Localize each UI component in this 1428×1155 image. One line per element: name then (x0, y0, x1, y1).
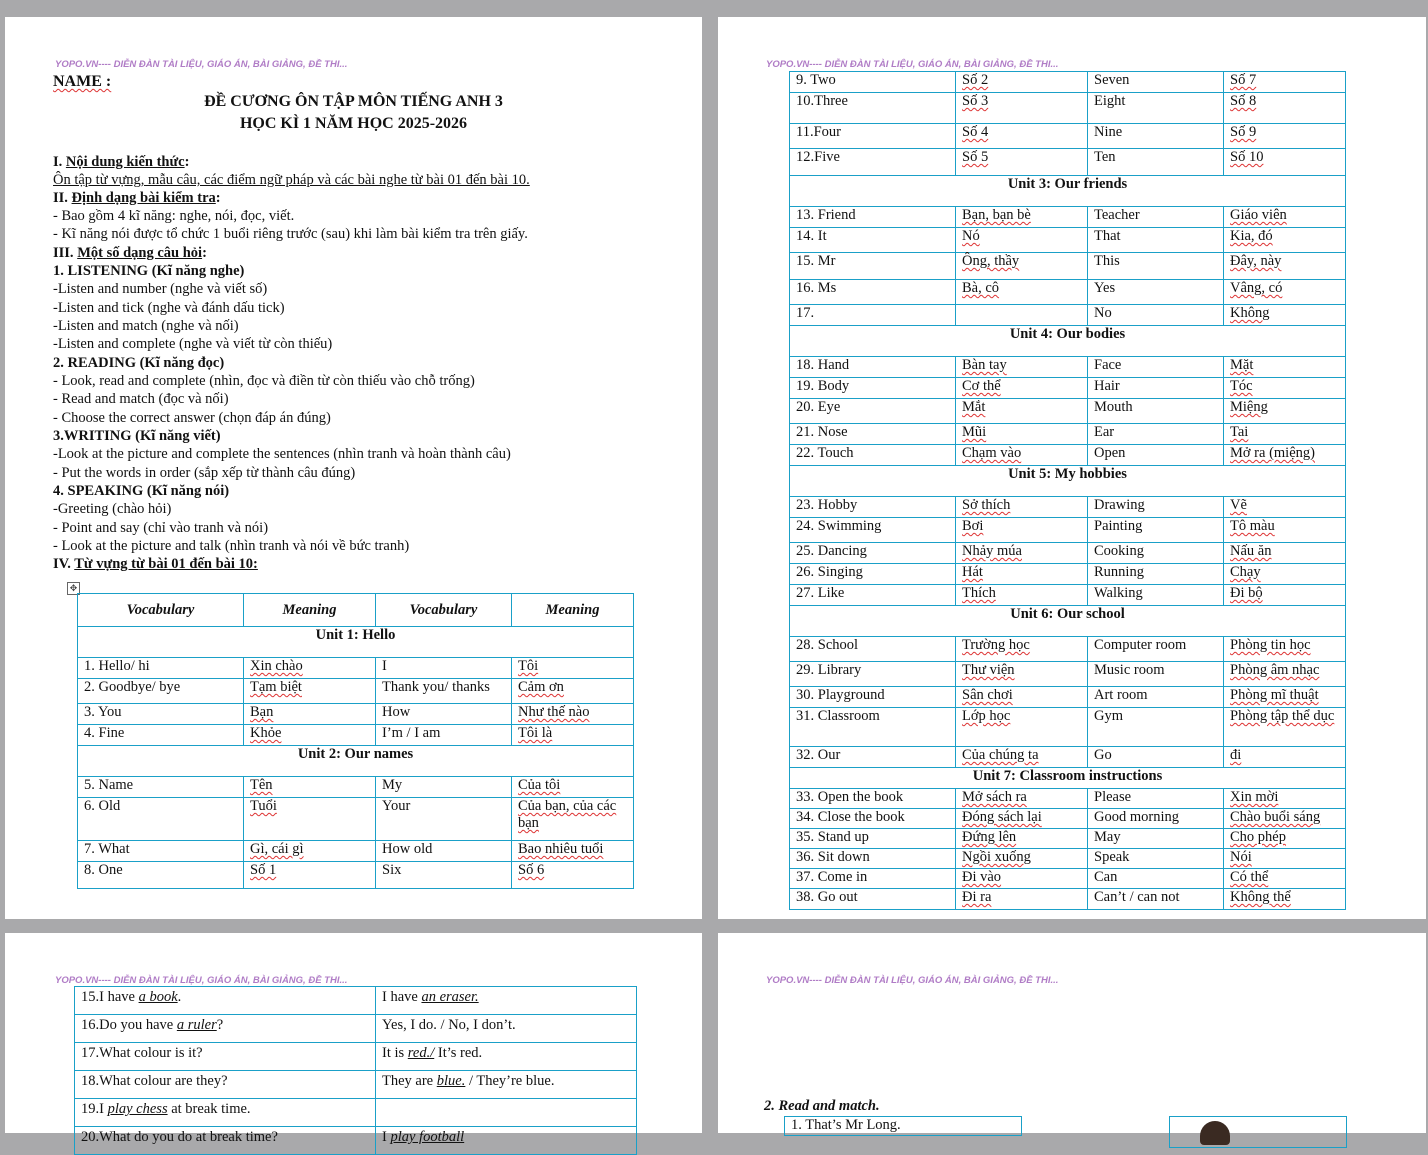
meaning-cell: Phòng tập thể dục (1224, 708, 1346, 747)
reading-item: - Choose the correct answer (chọn đáp án đúng) (53, 410, 331, 426)
meaning-cell: Vâng, có (1224, 280, 1346, 305)
vocabulary-cell: 22. Touch (790, 445, 956, 466)
meaning-cell: Sân chơi (956, 687, 1088, 708)
vocabulary-cell: 15. Mr (790, 253, 956, 280)
meaning-cell: Tạm biệt (244, 679, 376, 704)
meaning-cell: Cho phép (1224, 829, 1346, 849)
meaning-cell: Số 7 (1224, 72, 1346, 93)
speaking-item: - Look at the picture and talk (nhìn tranh và nói về bức tranh) (53, 538, 410, 554)
vocabulary-cell: 14. It (790, 228, 956, 253)
table-move-handle-icon[interactable]: ✥ (67, 582, 80, 595)
table-row (790, 662, 1346, 687)
meaning-cell: Tóc (1224, 378, 1346, 399)
meaning-cell: Bơi (956, 518, 1088, 543)
table-row (790, 497, 1346, 518)
meaning-cell: Phòng âm nhạc (1224, 662, 1346, 687)
vocabulary-cell: Ear (1088, 424, 1224, 445)
match-table (784, 1116, 1022, 1136)
speaking-item: - Point and say (chỉ vào tranh và nói) (53, 520, 269, 536)
vocabulary-cell: No (1088, 305, 1224, 326)
vocabulary-cell: 29. Library (790, 662, 956, 687)
doc-subtitle: HỌC KÌ 1 NĂM HỌC 2025-2026 (239, 115, 468, 132)
section-1-text: Ôn tập từ vựng, mẫu câu, các điểm ngữ pháp và các bài nghe từ bài 01 đến bài 10. (53, 172, 530, 188)
meaning-cell: Mặt (1224, 357, 1346, 378)
vocabulary-cell: 10.Three (790, 93, 956, 124)
answer-cell: Yes, I do. / No, I don’t. (376, 1015, 637, 1043)
meaning-cell: Tôi là (512, 725, 634, 746)
vocabulary-cell: Can’t / can not (1088, 889, 1224, 910)
meaning-cell: Bao nhiêu tuổi (512, 841, 634, 862)
reading-item: - Read and match (đọc và nối) (53, 391, 229, 407)
name-label: NAME : (53, 73, 112, 90)
table-row (75, 1015, 637, 1043)
meaning-cell: Tô màu (1224, 518, 1346, 543)
vocabulary-cell: Teacher (1088, 207, 1224, 228)
watermark-header: YOPO.VN---- DIỄN ĐÀN TÀI LIỆU, GIÁO ÁN, BÀI GIẢNG, ĐỀ THI... (55, 59, 348, 70)
section-2-heading: II. Định dạng bài kiểm tra: (53, 190, 221, 206)
unit-title: Unit 2: Our names (78, 746, 634, 777)
vocabulary-cell: Gym (1088, 708, 1224, 747)
vocabulary-cell: 17. (790, 305, 956, 326)
meaning-cell: Ngồi xuống (956, 849, 1088, 869)
meaning-cell: Số 9 (1224, 124, 1346, 149)
meaning-cell: Xin chào (244, 658, 376, 679)
meaning-cell: Nó (956, 228, 1088, 253)
question-cell: 19.I play chess at break time. (75, 1099, 376, 1127)
question-cell: 17.What colour is it? (75, 1043, 376, 1071)
meaning-cell: Của tôi (512, 777, 634, 798)
writing-heading: 3.WRITING (Kĩ năng viết) (53, 428, 221, 444)
meaning-cell: Mũi (956, 424, 1088, 445)
table-row (75, 987, 637, 1015)
vocabulary-cell: 31. Classroom (790, 708, 956, 747)
table-row (78, 679, 634, 704)
writing-item: - Put the words in order (sắp xếp từ thành câu đúng) (53, 465, 356, 481)
listening-heading: 1. LISTENING (Kĩ năng nghe) (53, 263, 245, 279)
vocabulary-cell: I (376, 658, 512, 679)
meaning-cell: Cảm ơn (512, 679, 634, 704)
meaning-cell: Số 5 (956, 149, 1088, 176)
vocabulary-cell: 5. Name (78, 777, 244, 798)
vocabulary-cell: Cooking (1088, 543, 1224, 564)
meaning-cell: Bàn tay (956, 357, 1088, 378)
meaning-cell: Có thể (1224, 869, 1346, 889)
meaning-cell: Của chúng ta (956, 747, 1088, 768)
vocabulary-cell: 12.Five (790, 149, 956, 176)
vocabulary-cell: 26. Singing (790, 564, 956, 585)
table-row (78, 862, 634, 889)
vocabulary-cell: Six (376, 862, 512, 889)
vocabulary-cell: Eight (1088, 93, 1224, 124)
meaning-cell: Phòng mĩ thuật (1224, 687, 1346, 708)
table-row (790, 747, 1346, 768)
meaning-cell: Số 3 (956, 93, 1088, 124)
meaning-cell: Đi bộ (1224, 585, 1346, 606)
watermark-header: YOPO.VN---- DIỄN ĐÀN TÀI LIỆU, GIÁO ÁN, BÀI GIẢNG, ĐỀ THI... (55, 975, 348, 986)
table-row (78, 725, 634, 746)
sentence-patterns-table (74, 986, 637, 1155)
section-3-heading: III. Một số dạng câu hỏi: (53, 245, 207, 261)
picture-box (1169, 1116, 1347, 1148)
vocabulary-cell: 21. Nose (790, 424, 956, 445)
meaning-cell: Số 4 (956, 124, 1088, 149)
vocabulary-cell: 13. Friend (790, 207, 956, 228)
table-row (790, 687, 1346, 708)
vocabulary-cell: Art room (1088, 687, 1224, 708)
meaning-cell: Số 6 (512, 862, 634, 889)
meaning-cell: Số 1 (244, 862, 376, 889)
question-cell: 15.I have a book. (75, 987, 376, 1015)
column-header: Vocabulary (78, 594, 244, 627)
table-row (75, 1071, 637, 1099)
document-page-4 (718, 933, 1426, 1133)
table-row (790, 305, 1346, 326)
vocabulary-cell: 6. Old (78, 798, 244, 841)
table-header-row (78, 594, 634, 627)
unit-header-row (78, 746, 634, 777)
vocabulary-cell: 16. Ms (790, 280, 956, 305)
watermark-header: YOPO.VN---- DIỄN ĐÀN TÀI LIỆU, GIÁO ÁN, BÀI GIẢNG, ĐỀ THI... (766, 59, 1059, 70)
table-row (790, 253, 1346, 280)
vocabulary-cell: 37. Come in (790, 869, 956, 889)
meaning-cell: Tai (1224, 424, 1346, 445)
meaning-cell: Vẽ (1224, 497, 1346, 518)
unit-header-row (790, 466, 1346, 497)
unit-title: Unit 6: Our school (790, 606, 1346, 637)
meaning-cell: đi (1224, 747, 1346, 768)
meaning-cell: Không thể (1224, 889, 1346, 910)
meaning-cell: Gì, cái gì (244, 841, 376, 862)
vocabulary-cell: 3. You (78, 704, 244, 725)
meaning-cell: Cơ thể (956, 378, 1088, 399)
unit-header-row (790, 176, 1346, 207)
table-row (790, 809, 1346, 829)
meaning-cell: Của bạn, của các bạn (512, 798, 634, 841)
vocabulary-cell: 4. Fine (78, 725, 244, 746)
vocabulary-cell: Ten (1088, 149, 1224, 176)
meaning-cell: Tên (244, 777, 376, 798)
vocabulary-cell: 38. Go out (790, 889, 956, 910)
meaning-cell: Đi ra (956, 889, 1088, 910)
vocabulary-cell: Walking (1088, 585, 1224, 606)
vocabulary-cell: 9. Two (790, 72, 956, 93)
unit-title: Unit 5: My hobbies (790, 466, 1346, 497)
match-item: 1. That’s Mr Long. (785, 1117, 1022, 1136)
unit-title: Unit 3: Our friends (790, 176, 1346, 207)
vocabulary-cell: I’m / I am (376, 725, 512, 746)
table-row (790, 789, 1346, 809)
table-row (790, 72, 1346, 93)
vocabulary-cell: 24. Swimming (790, 518, 956, 543)
table-row (790, 543, 1346, 564)
vocabulary-cell: 30. Playground (790, 687, 956, 708)
table-row (790, 869, 1346, 889)
table-row (78, 841, 634, 862)
table-row (75, 1127, 637, 1155)
vocabulary-cell: Mouth (1088, 399, 1224, 424)
table-row (790, 445, 1346, 466)
meaning-cell: Nói (1224, 849, 1346, 869)
vocabulary-cell: Yes (1088, 280, 1224, 305)
table-row (790, 149, 1346, 176)
vocabulary-cell: 1. Hello/ hi (78, 658, 244, 679)
table-row (78, 658, 634, 679)
vocabulary-cell: Please (1088, 789, 1224, 809)
meaning-cell: Thư viện (956, 662, 1088, 687)
table-row (790, 357, 1346, 378)
vocabulary-cell: 25. Dancing (790, 543, 956, 564)
unit-header-row (790, 768, 1346, 789)
vocabulary-cell: Go (1088, 747, 1224, 768)
table-row (790, 637, 1346, 662)
speaking-item: -Greeting (chào hỏi) (53, 501, 172, 517)
listening-item: -Listen and match (nghe và nối) (53, 318, 239, 334)
document-page-3 (5, 933, 702, 1145)
unit-title: Unit 4: Our bodies (790, 326, 1346, 357)
vocabulary-cell: 33. Open the book (790, 789, 956, 809)
listening-item: -Listen and complete (nghe và viết từ còn thiếu) (53, 336, 333, 352)
meaning-cell (956, 305, 1088, 326)
meaning-cell: Không (1224, 305, 1346, 326)
answer-cell (376, 1099, 637, 1127)
vocabulary-cell: Thank you/ thanks (376, 679, 512, 704)
vocabulary-cell: 34. Close the book (790, 809, 956, 829)
table-row (790, 518, 1346, 543)
read-and-match-heading: 2. Read and match. (764, 1098, 880, 1114)
table-row (790, 708, 1346, 747)
reading-heading: 2. READING (Kĩ năng đọc) (53, 355, 225, 371)
answer-cell: I play football (376, 1127, 637, 1155)
meaning-cell: Đi vào (956, 869, 1088, 889)
meaning-cell: Thích (956, 585, 1088, 606)
vocabulary-cell: Can (1088, 869, 1224, 889)
meaning-cell: Đây, này (1224, 253, 1346, 280)
table-row (790, 280, 1346, 305)
meaning-cell: Xin mời (1224, 789, 1346, 809)
vocabulary-cell: 7. What (78, 841, 244, 862)
vocabulary-cell: Good morning (1088, 809, 1224, 829)
vocabulary-cell: Computer room (1088, 637, 1224, 662)
question-cell: 18.What colour are they? (75, 1071, 376, 1099)
question-cell: 16.Do you have a ruler? (75, 1015, 376, 1043)
vocabulary-cell: Nine (1088, 124, 1224, 149)
table-row (790, 228, 1346, 253)
vocabulary-cell: Painting (1088, 518, 1224, 543)
vocabulary-cell: Seven (1088, 72, 1224, 93)
meaning-cell: Mắt (956, 399, 1088, 424)
vocabulary-table (77, 593, 634, 889)
vocabulary-cell: 28. School (790, 637, 956, 662)
vocabulary-cell: Music room (1088, 662, 1224, 687)
meaning-cell: Ông, thầy (956, 253, 1088, 280)
column-header: Meaning (244, 594, 376, 627)
table-row (790, 849, 1346, 869)
column-header: Vocabulary (376, 594, 512, 627)
vocabulary-cell: 11.Four (790, 124, 956, 149)
meaning-cell: Trường học (956, 637, 1088, 662)
meaning-cell: Mở ra (miệng) (1224, 445, 1346, 466)
doc-title: ĐỀ CƯƠNG ÔN TẬP MÔN TIẾNG ANH 3 (204, 93, 503, 110)
meaning-cell: Bạn, bạn bè (956, 207, 1088, 228)
answer-cell: They are blue. / They’re blue. (376, 1071, 637, 1099)
meaning-cell: Giáo viên (1224, 207, 1346, 228)
vocabulary-cell: Running (1088, 564, 1224, 585)
meaning-cell: Chạy (1224, 564, 1346, 585)
vocabulary-cell: 35. Stand up (790, 829, 956, 849)
vocabulary-cell: 36. Sit down (790, 849, 956, 869)
table-row (790, 564, 1346, 585)
meaning-cell: Hát (956, 564, 1088, 585)
girl-picture (1200, 1121, 1230, 1145)
table-row (790, 124, 1346, 149)
table-row (75, 1043, 637, 1071)
vocabulary-cell: 32. Our (790, 747, 956, 768)
meaning-cell: Số 2 (956, 72, 1088, 93)
vocabulary-cell: Face (1088, 357, 1224, 378)
table-row (790, 378, 1346, 399)
answer-cell: It is red./ It’s red. (376, 1043, 637, 1071)
listening-item: -Listen and number (nghe và viết số) (53, 281, 268, 297)
table-row (78, 777, 634, 798)
vocabulary-cell: 2. Goodbye/ bye (78, 679, 244, 704)
meaning-cell: Miệng (1224, 399, 1346, 424)
meaning-cell: Đóng sách lại (956, 809, 1088, 829)
table-row (790, 829, 1346, 849)
vocabulary-table-continued (789, 71, 1346, 910)
vocabulary-cell: Drawing (1088, 497, 1224, 518)
vocabulary-cell: 18. Hand (790, 357, 956, 378)
writing-item: -Look at the picture and complete the sentences (nhìn tranh và hoàn thành câu) (53, 446, 511, 462)
vocabulary-cell: This (1088, 253, 1224, 280)
table-row (75, 1099, 637, 1127)
section-1-heading: I. Nội dung kiến thức: (53, 154, 190, 170)
meaning-cell: Nấu ăn (1224, 543, 1346, 564)
vocabulary-cell: How old (376, 841, 512, 862)
table-row (790, 889, 1346, 910)
vocabulary-cell: Speak (1088, 849, 1224, 869)
meaning-cell: Tuổi (244, 798, 376, 841)
meaning-cell: Chạm vào (956, 445, 1088, 466)
section-4-heading: IV. Từ vựng từ bài 01 đến bài 10: (53, 556, 258, 572)
table-row (785, 1117, 1022, 1136)
unit-title: Unit 7: Classroom instructions (790, 768, 1346, 789)
table-row (78, 798, 634, 841)
unit-title: Unit 1: Hello (78, 627, 634, 658)
listening-item: -Listen and tick (nghe và đánh dấu tick) (53, 300, 285, 316)
speaking-heading: 4. SPEAKING (Kĩ năng nói) (53, 483, 230, 499)
document-page-2 (718, 17, 1426, 919)
vocabulary-cell: 20. Eye (790, 399, 956, 424)
meaning-cell: Kia, đó (1224, 228, 1346, 253)
unit-header-row (790, 326, 1346, 357)
meaning-cell: Tôi (512, 658, 634, 679)
vocabulary-cell: That (1088, 228, 1224, 253)
vocabulary-cell: How (376, 704, 512, 725)
watermark-header: YOPO.VN---- DIỄN ĐÀN TÀI LIỆU, GIÁO ÁN, BÀI GIẢNG, ĐỀ THI... (766, 975, 1059, 986)
table-row (790, 207, 1346, 228)
unit-header-row (78, 627, 634, 658)
vocabulary-cell: 19. Body (790, 378, 956, 399)
meaning-cell: Phòng tin học (1224, 637, 1346, 662)
table-row (790, 585, 1346, 606)
meaning-cell: Lớp học (956, 708, 1088, 747)
vocabulary-cell: 23. Hobby (790, 497, 956, 518)
meaning-cell: Chào buổi sáng (1224, 809, 1346, 829)
table-row (790, 399, 1346, 424)
meaning-cell: Số 8 (1224, 93, 1346, 124)
meaning-cell: Mở sách ra (956, 789, 1088, 809)
vocabulary-cell: Open (1088, 445, 1224, 466)
table-row (790, 424, 1346, 445)
table-row (78, 704, 634, 725)
meaning-cell: Số 10 (1224, 149, 1346, 176)
unit-header-row (790, 606, 1346, 637)
section-2-line: - Bao gồm 4 kĩ năng: nghe, nói, đọc, viết. (53, 208, 295, 224)
answer-cell: I have an eraser. (376, 987, 637, 1015)
meaning-cell: Đứng lên (956, 829, 1088, 849)
document-page-1 (5, 17, 702, 919)
vocabulary-cell: 8. One (78, 862, 244, 889)
meaning-cell: Bà, cô (956, 280, 1088, 305)
question-cell: 20.What do you do at break time? (75, 1127, 376, 1155)
meaning-cell: Bạn (244, 704, 376, 725)
reading-item: - Look, read and complete (nhìn, đọc và điền từ còn thiếu vào chỗ trống) (53, 373, 475, 389)
vocabulary-cell: Your (376, 798, 512, 841)
table-row (790, 93, 1346, 124)
vocabulary-cell: May (1088, 829, 1224, 849)
column-header: Meaning (512, 594, 634, 627)
meaning-cell: Sở thích (956, 497, 1088, 518)
meaning-cell: Khỏe (244, 725, 376, 746)
meaning-cell: Như thế nào (512, 704, 634, 725)
vocabulary-cell: 27. Like (790, 585, 956, 606)
vocabulary-cell: Hair (1088, 378, 1224, 399)
vocabulary-cell: My (376, 777, 512, 798)
meaning-cell: Nhảy múa (956, 543, 1088, 564)
section-2-line: - Kĩ năng nói được tổ chức 1 buổi riêng trước (sau) khi làm bài kiểm tra trên giấy. (53, 226, 528, 242)
